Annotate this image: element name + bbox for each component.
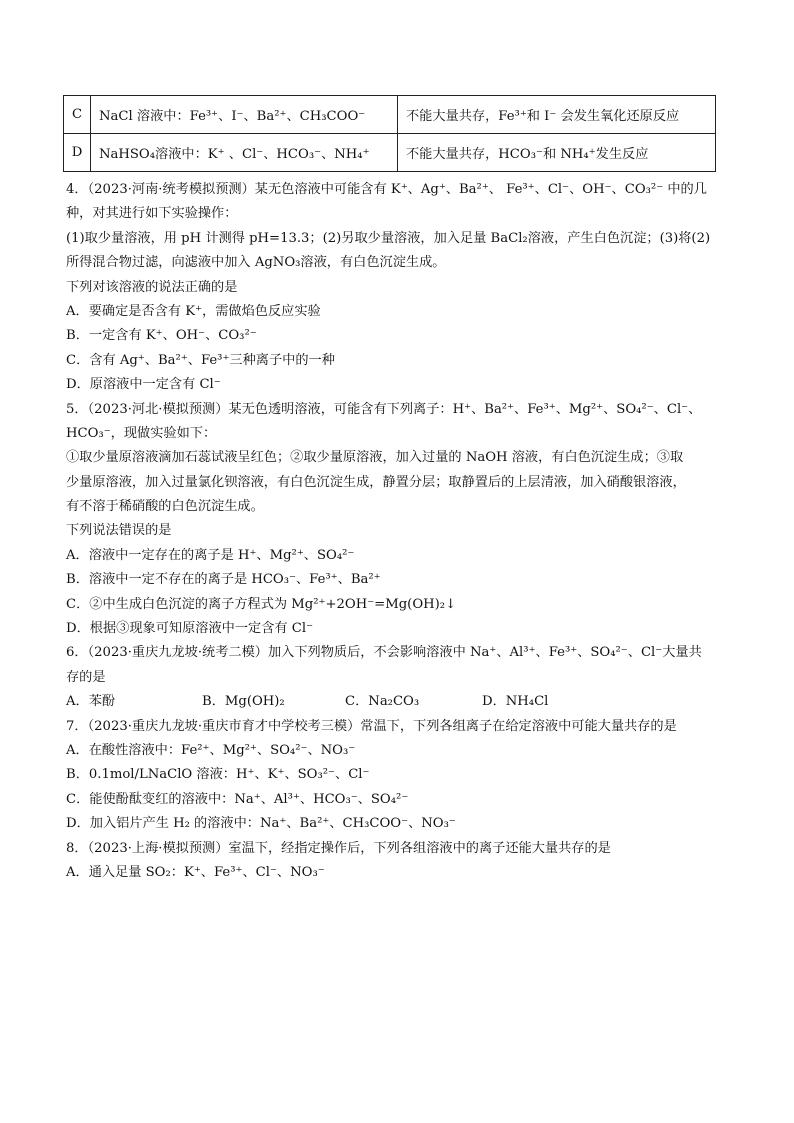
ion-group: NaHSO₄溶液中：K⁺ 、Cl⁻、HCO₃⁻、NH₄⁺ [91, 134, 398, 172]
option-line: A．要确定是否含有 K⁺，需做焰色反应实验 [66, 303, 321, 319]
text-line: 8．（2023·上海·模拟预测）室温下，经指定操作后，下列各组溶液中的离子还能大量共存的是 [66, 840, 611, 856]
judgement: 不能大量共存，Fe³⁺和 I⁻ 会发生氧化还原反应 [398, 96, 716, 134]
option-d: D．NH₄Cl [482, 694, 549, 710]
option-line: A．在酸性溶液中：Fe²⁺、Mg²⁺、SO₄²⁻、NO₃⁻ [66, 742, 356, 758]
option-line: C．能使酚酞变红的溶液中：Na⁺、Al³⁺、HCO₃⁻、SO₄²⁻ [66, 791, 409, 807]
text-line: 5．（2023·河北·模拟预测）某无色透明溶液，可能含有下列离子：H⁺、Ba²⁺、Fe³⁺、Mg²⁺、SO₄²⁻、Cl⁻、 [66, 401, 702, 417]
text-line: 有不溶于稀硝酸的白色沉淀生成。 [66, 499, 264, 515]
option-key: C [64, 96, 91, 134]
text-line: 种，对其进行如下实验操作： [66, 206, 238, 222]
option-a: A．苯酚 [66, 694, 116, 710]
table-row [64, 134, 716, 172]
text-line: 下列说法错误的是 [66, 523, 172, 539]
option-key: D [64, 134, 91, 172]
option-line: A．通入足量 SO₂：K⁺、Fe³⁺、Cl⁻、NO₃⁻ [66, 864, 325, 880]
option-line: D．加入铝片产生 H₂ 的溶液中：Na⁺、Ba²⁺、CH₃COO⁻、NO₃⁻ [66, 816, 456, 832]
table-row [64, 96, 716, 134]
option-line: C．②中生成白色沉淀的离子方程式为 Mg²⁺+2OH⁻=Mg(OH)₂↓ [66, 596, 457, 612]
q6-options [66, 690, 726, 714]
text-line: ①取少量原溶液滴加石蕊试液呈红色；②取少量原溶液，加入过量的 NaOH 溶液，有白色沉淀生成；③取 [66, 450, 684, 466]
answer-table [63, 95, 716, 172]
text-line: HCO₃⁻，现做实验如下： [66, 425, 217, 441]
option-b: B．Mg(OH)₂ [202, 694, 285, 710]
text-line: 6．（2023·重庆九龙坡·统考二模）加入下列物质后，不会影响溶液中 Na⁺、Al³⁺、Fe³⁺、SO₄²⁻、Cl⁻大量共 [66, 645, 702, 661]
option-line: B．0.1mol/LNaClO 溶液：H⁺、K⁺、SO₃²⁻、Cl⁻ [66, 767, 370, 783]
text-line: (1)取少量溶液，用 pH 计测得 pH=13.3；(2)另取少量溶液，加入足量 BaCl₂溶液，产生白色沉淀；(3)将(2) [66, 230, 711, 246]
text-line: 存的是 [66, 669, 106, 685]
option-line: D．原溶液中一定含有 Cl⁻ [66, 377, 221, 393]
ion-group: NaCl 溶液中：Fe³⁺、I⁻、Ba²⁺、CH₃COO⁻ [91, 96, 398, 134]
judgement: 不能大量共存，HCO₃⁻和 NH₄⁺发生反应 [398, 134, 716, 172]
text-line: 所得混合物过滤，向滤液中加入 AgNO₃溶液，有白色沉淀生成。 [66, 255, 446, 271]
text-line: 下列对该溶液的说法正确的是 [66, 279, 238, 295]
text-line: 4．（2023·河南·统考模拟预测）某无色溶液中可能含有 K⁺、Ag⁺、Ba²⁺、 Fe³⁺、Cl⁻、OH⁻、CO₃²⁻ 中的几 [66, 182, 707, 197]
option-line: B．一定含有 K⁺、OH⁻、CO₃²⁻ [66, 328, 257, 344]
text-line: 7．（2023·重庆九龙坡·重庆市育才中学校考三模）常温下，下列各组离子在给定溶液中可能大量共存的是 [66, 718, 677, 734]
text-line: 少量原溶液，加入过量氯化钡溶液，有白色沉淀生成，静置分层；取静置后的上层清液，加入硝酸银溶液， [66, 474, 686, 490]
question-body [66, 178, 726, 885]
option-c: C．Na₂CO₃ [345, 694, 420, 710]
option-line: A．溶液中一定存在的离子是 H⁺、Mg²⁺、SO₄²⁻ [66, 547, 355, 563]
option-line: D．根据③现象可知原溶液中一定含有 Cl⁻ [66, 621, 314, 637]
option-line: C．含有 Ag⁺、Ba²⁺、Fe³⁺三种离子中的一种 [66, 352, 335, 368]
option-line: B．溶液中一定不存在的离子是 HCO₃⁻、Fe³⁺、Ba²⁺ [66, 572, 381, 588]
